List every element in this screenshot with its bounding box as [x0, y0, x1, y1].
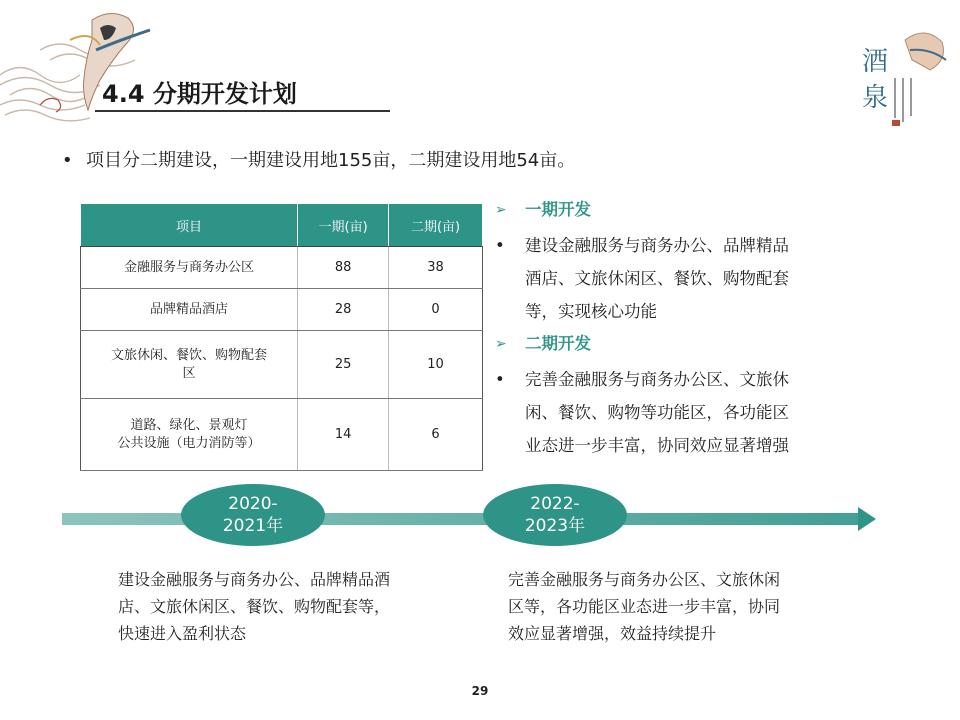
table-row [81, 331, 483, 399]
phase-land-table [80, 203, 483, 471]
timeline-arrow [0, 480, 960, 560]
cell-phase1: 25 [298, 331, 389, 399]
phase1-heading: ➢ 一期开发 [495, 196, 840, 229]
logo-char-1: 酒 [862, 47, 889, 77]
bullet-dot: • [495, 370, 505, 389]
cell-phase2: 10 [389, 331, 483, 399]
cell-item: 金融服务与商务办公区 [81, 247, 298, 289]
logo-char-2: 泉 [862, 83, 889, 113]
phase2-line: 业态进一步丰富，协同效应显著增强 [525, 436, 789, 455]
milestone-1-badge: 2020- 2021年 [181, 484, 325, 546]
title-underline [95, 110, 390, 112]
milestone-2-description: 完善金融服务与商务办公区、文旅休闲 区等，各功能区业态进一步丰富，协同 效应显著增强，效益持续提升 [508, 570, 781, 643]
intro-bullet [62, 146, 575, 172]
table-row [81, 399, 483, 471]
arrowhead-bullet-icon: ➢ [495, 336, 507, 352]
bullet-dot: • [495, 236, 505, 255]
cell-phase1: 88 [298, 247, 389, 289]
cell-item: 品牌精品酒店 [81, 289, 298, 331]
cell-item: 道路、绿化、景观灯 公共设施（电力消防等） [81, 399, 298, 471]
cell-phase2: 38 [389, 247, 483, 289]
page-title: 4.4 分期开发计划 [102, 80, 297, 108]
phase1-line: 等，实现核心功能 [525, 302, 657, 321]
intro-text: 项目分二期建设，一期建设用地155亩，二期建设用地54亩。 [86, 150, 576, 171]
milestone-2-badge: 2022- 2023年 [483, 484, 627, 546]
arrowhead-bullet-icon: ➢ [495, 202, 507, 218]
cell-phase2: 6 [389, 399, 483, 471]
table-header-row [81, 204, 483, 247]
phase2-line: 完善金融服务与商务办公区、文旅休 [525, 370, 789, 389]
phase2-bullet [495, 363, 840, 462]
header-phase2: 二期(亩) [389, 204, 483, 247]
phase2-heading: ➢ 二期开发 [495, 330, 840, 363]
timeline-arrowhead-icon [858, 507, 876, 531]
phase1-line: 建设金融服务与商务办公、品牌精品 [525, 236, 789, 255]
phase2-line: 闲、餐饮、购物等功能区，各功能区 [525, 403, 789, 422]
cell-phase2: 0 [389, 289, 483, 331]
cell-phase1: 14 [298, 399, 389, 471]
cell-item: 文旅休闲、餐饮、购物配套 区 [81, 331, 298, 399]
page-number: 29 [471, 684, 489, 698]
cell-phase1: 28 [298, 289, 389, 331]
header-phase1: 一期(亩) [298, 204, 389, 247]
table-row [81, 289, 483, 331]
table-row [81, 247, 483, 289]
phase-description [495, 196, 840, 462]
milestone-1-description: 建设金融服务与商务办公、品牌精品酒 店、文旅休闲区、餐饮、购物配套等， 快速进入盈利状态 [118, 570, 391, 643]
header-item: 项目 [81, 204, 298, 247]
phase1-bullet [495, 229, 840, 328]
phase1-line: 酒店、文旅休闲区、餐饮、购物配套 [525, 269, 789, 288]
bullet-dot: • [62, 150, 73, 171]
jiuquan-logo-icon [850, 20, 950, 130]
